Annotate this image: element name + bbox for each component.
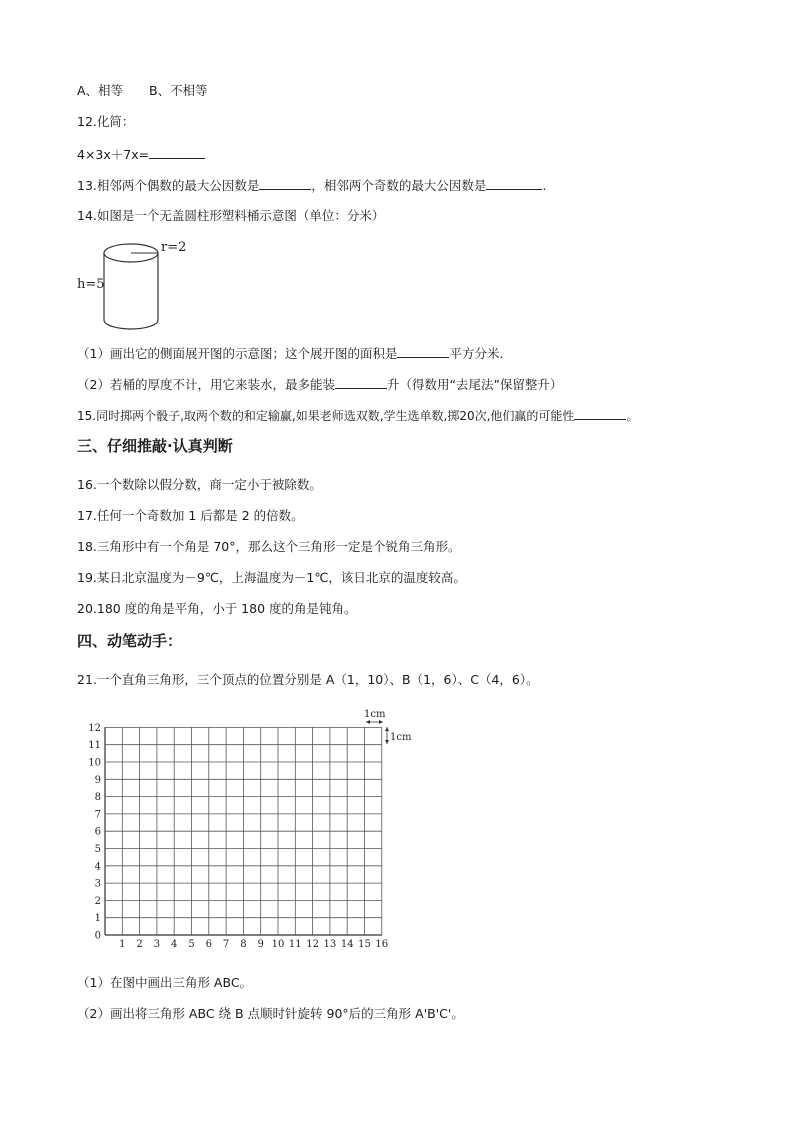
q12-expression [77,146,205,163]
unit-label-vertical: 1cm [390,732,412,743]
grid-lines [105,727,382,935]
x-tick-label: 15 [358,939,371,950]
x-tick-label: 3 [153,939,161,950]
q14-sub1-text-a: （1）画出它的侧面展开图的示意图；这个展开图的面积是 [77,346,398,361]
q14-sub2-text-b: 升（得数用“去尾法”保留整升） [386,377,563,392]
unit-indicator-horizontal [364,709,386,724]
y-tick-label: 7 [94,809,101,821]
q12-title: 12.化简： [77,114,135,129]
y-tick-label: 2 [94,895,101,907]
x-tick-label: 14 [340,939,354,950]
q12-expr-text: 4×3x＋7x= [77,147,150,162]
option-a[interactable]: A、相等 [77,83,124,98]
q19: 19.某日北京温度为－9℃，上海温度为－1℃，该日北京的温度较高。 [77,570,466,585]
q11-options [77,83,208,99]
y-tick-label: 5 [94,844,101,855]
cylinder-bottom-arc [104,320,158,329]
height-label: h=5 [77,277,105,292]
q16: 16.一个数除以假分数，商一定小于被除数。 [77,477,322,492]
x-tick-label: 16 [375,939,389,950]
q17: 17.任何一个奇数加 1 后都是 2 的倍数。 [77,508,304,523]
section-4-title: 四、动笔动手： [77,632,183,650]
x-tick-label: 12 [306,939,319,950]
q14-sub2 [77,376,562,393]
y-axis-labels [88,723,101,942]
q13-blank-2[interactable] [486,177,542,190]
q21-title: 21.一个直角三角形，三个顶点的位置分别是 A（1，10）、B（1，6）、C（4，6）。 [77,672,539,687]
x-tick-label: 11 [288,939,302,950]
y-tick-label: 9 [94,774,101,786]
x-axis-labels [119,939,388,950]
q15 [77,407,638,424]
x-tick-label: 4 [171,939,178,950]
q14-sub2-blank[interactable] [335,376,387,389]
q14-sub1 [77,345,503,362]
unit-label-horizontal: 1cm [364,709,386,720]
unit-indicator-vertical [385,727,412,744]
q14-sub1-text-b: 平方分米. [449,346,504,361]
radius-label: r=2 [161,240,187,255]
x-tick-label: 10 [271,939,285,950]
x-tick-label: 9 [257,939,264,950]
x-tick-label: 7 [222,939,230,950]
y-tick-label: 8 [94,792,101,804]
x-tick-label: 8 [240,939,247,950]
q20: 20.180 度的角是平角，小于 180 度的角是钝角。 [77,601,357,616]
q15-text-b: 。 [626,409,639,423]
y-tick-label: 12 [88,722,101,734]
y-tick-label: 10 [88,757,101,769]
x-tick-label: 5 [188,939,195,950]
x-tick-label: 1 [119,939,126,950]
q15-text-a: 15.同时掷两个骰子,取两个数的和定输赢,如果老师选双数,学生选单数,掷20次,他们赢的可能性 [77,409,575,423]
q21-sub2: （2）画出将三角形 ABC 绕 B 点顺时针旋转 90°后的三角形 A'B'C'。 [77,1006,464,1021]
y-tick-label: 0 [94,930,101,942]
y-tick-label: 3 [94,878,101,890]
q14-title: 14.如图是一个无盖圆柱形塑料桶示意图（单位：分米） [77,208,385,223]
x-tick-label: 6 [205,939,212,950]
option-b[interactable]: B、不相等 [149,83,208,98]
q13-text-a: 13.相邻两个偶数的最大公因数是 [77,178,260,193]
q21-sub1: （1）在图中画出三角形 ABC。 [77,975,253,990]
coordinate-grid[interactable] [80,700,420,952]
cylinder-diagram [75,236,195,336]
y-tick-label: 4 [94,861,101,873]
y-tick-label: 11 [88,740,101,752]
q12-answer-blank[interactable] [149,146,205,159]
q14-sub1-blank[interactable] [397,345,449,358]
q13-text-b: ，相邻两个奇数的最大公因数是 [311,178,487,193]
q14-sub2-text-a: （2）若桶的厚度不计，用它来装水，最多能装 [77,377,335,392]
q13-blank-1[interactable] [259,177,311,190]
x-tick-label: 13 [323,939,337,950]
q15-blank[interactable] [574,407,626,420]
q13 [77,177,546,194]
y-tick-label: 6 [94,826,101,838]
x-tick-label: 2 [136,939,143,950]
y-tick-label: 1 [94,913,101,925]
q13-text-c: . [542,178,547,193]
section-3-title: 三、仔细推敲·认真判断 [77,437,233,455]
q18: 18.三角形中有一个角是 70°，那么这个三角形一定是个锐角三角形。 [77,539,461,554]
